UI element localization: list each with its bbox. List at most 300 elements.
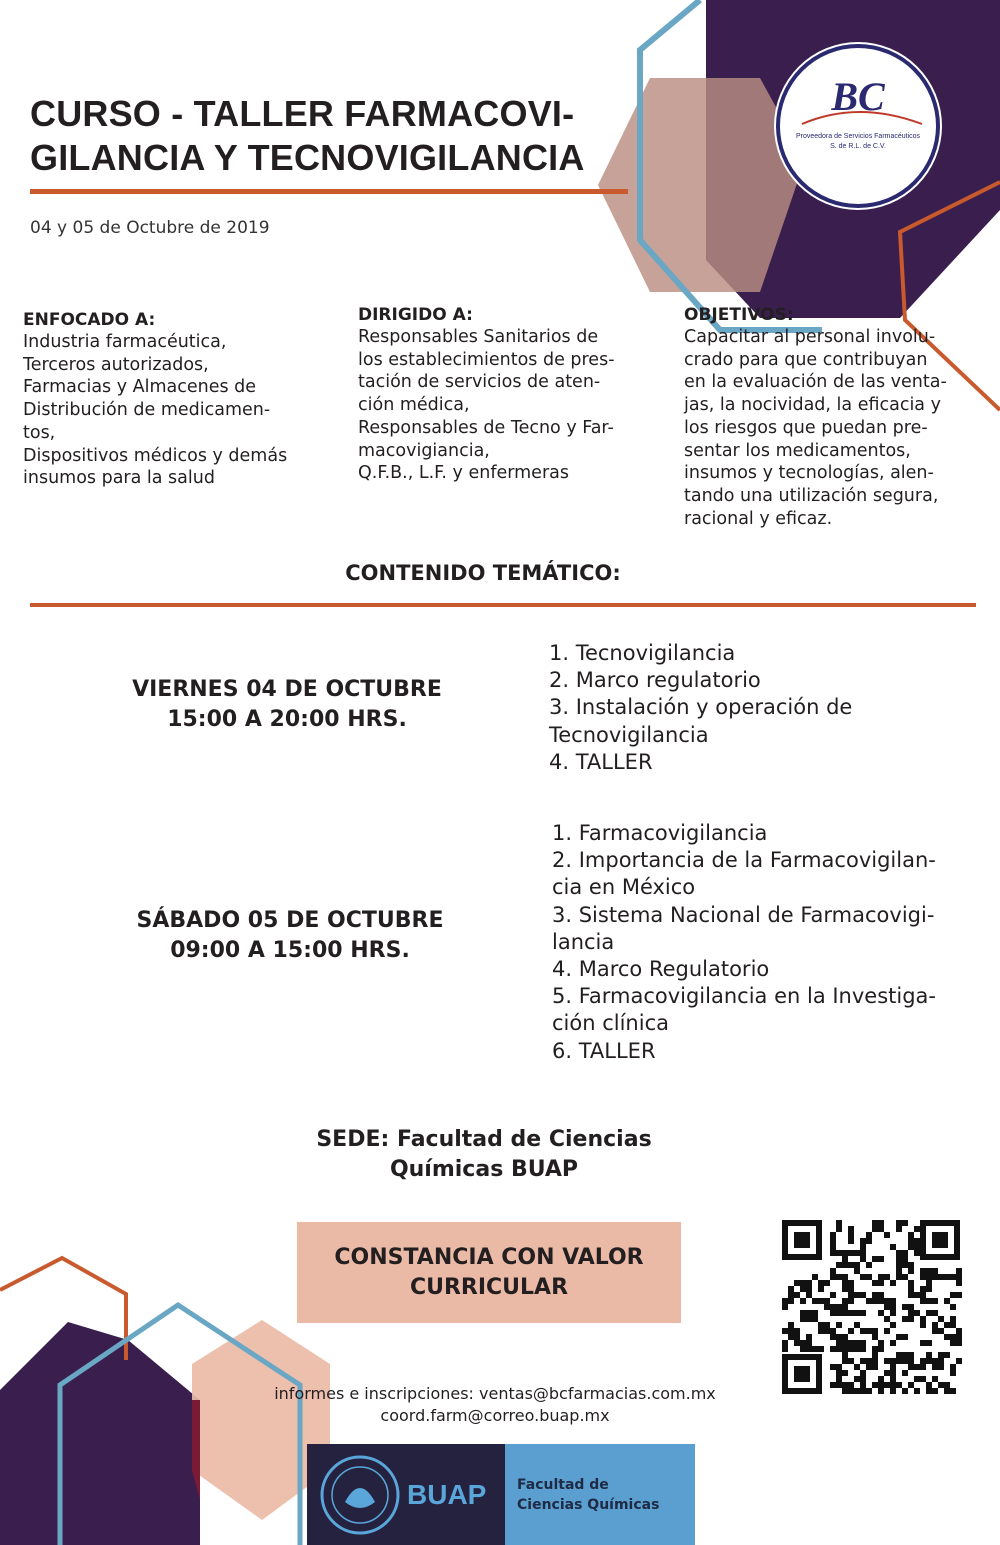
qr-module — [836, 1346, 842, 1352]
qr-module — [812, 1310, 818, 1316]
qr-module — [848, 1346, 854, 1352]
qr-module — [920, 1364, 926, 1370]
contact-line-1[interactable]: informes e inscripciones: ventas@bcfarmacias.com.mx — [274, 1384, 716, 1403]
qr-module — [860, 1382, 866, 1388]
qr-module — [788, 1328, 794, 1334]
qr-module — [812, 1298, 818, 1304]
qr-module — [890, 1298, 896, 1304]
qr-module — [938, 1364, 944, 1370]
qr-module — [932, 1298, 938, 1304]
qr-module — [860, 1256, 866, 1262]
qr-module — [842, 1280, 848, 1286]
qr-module — [932, 1388, 938, 1394]
qr-module — [908, 1292, 914, 1298]
svg-text:S. de R.L. de C.V.: S. de R.L. de C.V. — [830, 143, 886, 150]
qr-module — [860, 1376, 866, 1382]
qr-module — [878, 1256, 884, 1262]
qr-module — [896, 1274, 902, 1280]
qr-module — [932, 1364, 938, 1370]
qr-module — [944, 1382, 950, 1388]
qr-module — [842, 1304, 848, 1310]
qr-module — [782, 1304, 788, 1310]
list-item: 6. TALLER — [552, 1038, 656, 1063]
list-item: 4. Marco Regulatorio — [552, 957, 770, 982]
title-line-1: CURSO - TALLER FARMACOVI- — [30, 93, 575, 134]
qr-module — [956, 1334, 962, 1340]
qr-module — [860, 1346, 866, 1352]
qr-module — [848, 1238, 854, 1244]
venue-line-2: Químicas BUAP — [389, 1157, 579, 1182]
qr-module — [842, 1310, 848, 1316]
qr-module — [854, 1262, 860, 1268]
qr-module — [950, 1364, 956, 1370]
qr-module — [872, 1358, 878, 1364]
venue-line-1: SEDE: Facultad de Ciencias — [316, 1127, 652, 1152]
qr-module — [956, 1328, 962, 1334]
qr-module — [884, 1382, 890, 1388]
page-title — [30, 92, 670, 180]
qr-module — [800, 1286, 806, 1292]
qr-module — [908, 1268, 914, 1274]
buap-brand — [307, 1444, 505, 1545]
qr-module — [794, 1280, 800, 1286]
qr-module — [800, 1340, 806, 1346]
qr-module — [830, 1304, 836, 1310]
qr-module — [896, 1256, 902, 1262]
qr-module — [836, 1382, 842, 1388]
qr-module — [932, 1376, 938, 1382]
qr-module — [836, 1334, 842, 1340]
qr-module — [842, 1334, 848, 1340]
qr-module — [860, 1292, 866, 1298]
qr-module — [866, 1238, 872, 1244]
qr-module — [824, 1280, 830, 1286]
qr-module — [890, 1376, 896, 1382]
footer-banner — [307, 1444, 695, 1545]
qr-module — [890, 1322, 896, 1328]
qr-module — [836, 1220, 842, 1226]
qr-module — [950, 1322, 956, 1328]
friday-day: VIERNES 04 DE OCTUBRE — [132, 677, 442, 702]
qr-module — [902, 1220, 908, 1226]
qr-module — [896, 1268, 902, 1274]
qr-module — [950, 1274, 956, 1280]
qr-module — [902, 1262, 908, 1268]
qr-module — [830, 1346, 836, 1352]
qr-module — [782, 1298, 788, 1304]
qr-module — [860, 1370, 866, 1376]
qr-module — [902, 1274, 908, 1280]
qr-module — [866, 1364, 872, 1370]
qr-module — [950, 1388, 956, 1394]
qr-module — [890, 1370, 896, 1376]
qr-module — [842, 1382, 848, 1388]
certificate-line-2: CURRICULAR — [409, 1274, 569, 1300]
qr-module — [866, 1262, 872, 1268]
qr-module — [878, 1292, 884, 1298]
certificate-line-1: CONSTANCIA CON VALOR — [334, 1244, 644, 1270]
qr-module — [926, 1358, 932, 1364]
qr-module — [848, 1292, 854, 1298]
qr-module — [926, 1298, 932, 1304]
contact-line-2[interactable]: coord.farm@correo.buap.mx — [380, 1406, 610, 1425]
qr-module — [818, 1328, 824, 1334]
qr-module — [818, 1298, 824, 1304]
qr-module — [926, 1280, 932, 1286]
qr-module — [842, 1388, 848, 1394]
qr-module — [896, 1250, 902, 1256]
qr-module — [830, 1364, 836, 1370]
qr-module — [860, 1388, 866, 1394]
qr-module — [896, 1226, 902, 1232]
bc-logo — [772, 40, 944, 212]
qr-module — [854, 1364, 860, 1370]
qr-module — [950, 1304, 956, 1310]
qr-module — [944, 1322, 950, 1328]
qr-module — [938, 1358, 944, 1364]
qr-module — [788, 1292, 794, 1298]
qr-module — [896, 1352, 902, 1358]
qr-module — [920, 1340, 926, 1346]
qr-module — [872, 1328, 878, 1334]
qr-module — [908, 1286, 914, 1292]
qr-module — [866, 1358, 872, 1364]
qr-module — [902, 1352, 908, 1358]
qr-module — [908, 1316, 914, 1322]
qr-module — [890, 1364, 896, 1370]
qr-module — [842, 1262, 848, 1268]
list-item: 2. Importancia de la Farmacovigilan- cia en México — [552, 848, 936, 900]
qr-module — [872, 1382, 878, 1388]
list-item: 3. Sistema Nacional de Farmacovigi- lancia — [552, 902, 935, 954]
qr-module — [878, 1310, 884, 1316]
course-date: 04 y 05 de Octubre de 2019 — [30, 218, 270, 238]
qr-module — [920, 1274, 926, 1280]
qr-module — [806, 1316, 812, 1322]
saturday-hours: 09:00 A 15:00 HRS. — [170, 938, 410, 963]
qr-module — [818, 1286, 824, 1292]
title-line-2: GILANCIA Y TECNOVIGILANCIA — [30, 137, 585, 178]
qr-module — [842, 1358, 848, 1364]
qr-module — [842, 1346, 848, 1352]
qr-module — [950, 1340, 956, 1346]
qr-module — [920, 1322, 926, 1328]
qr-module — [836, 1364, 842, 1370]
qr-module — [812, 1316, 818, 1322]
qr-module — [908, 1244, 914, 1250]
content-title: CONTENIDO TEMÁTICO: — [345, 561, 621, 585]
qr-module — [884, 1358, 890, 1364]
qr-module — [800, 1310, 806, 1316]
qr-module — [914, 1250, 920, 1256]
qr-module — [914, 1310, 920, 1316]
qr-module — [878, 1298, 884, 1304]
qr-module — [794, 1292, 800, 1298]
qr-module — [866, 1274, 872, 1280]
qr-module — [860, 1238, 866, 1244]
qr-module — [878, 1226, 884, 1232]
qr-module — [848, 1262, 854, 1268]
qr-module — [956, 1280, 962, 1286]
qr-module — [908, 1352, 914, 1358]
qr-module — [806, 1280, 812, 1286]
qr-module — [902, 1358, 908, 1364]
qr-module — [854, 1376, 860, 1382]
qr-module — [932, 1322, 938, 1328]
qr-module — [854, 1340, 860, 1346]
qr-module — [896, 1262, 902, 1268]
qr-module — [818, 1322, 824, 1328]
qr-module — [806, 1286, 812, 1292]
friday-schedule — [77, 675, 497, 735]
qr-module — [890, 1310, 896, 1316]
qr-module — [872, 1352, 878, 1358]
focused-on-column — [23, 309, 323, 490]
qr-module — [788, 1286, 794, 1292]
qr-module — [878, 1382, 884, 1388]
saturday-topics — [552, 820, 982, 1065]
friday-hours: 15:00 A 20:00 HRS. — [167, 707, 407, 732]
qr-module — [956, 1268, 962, 1274]
qr-module — [830, 1244, 836, 1250]
qr-module — [878, 1346, 884, 1352]
qr-module — [806, 1340, 812, 1346]
qr-module — [800, 1280, 806, 1286]
qr-module — [890, 1358, 896, 1364]
qr-module — [914, 1292, 920, 1298]
qr-module — [908, 1358, 914, 1364]
contact-info — [240, 1383, 750, 1427]
qr-module — [854, 1292, 860, 1298]
qr-module — [896, 1220, 902, 1226]
qr-module — [938, 1328, 944, 1334]
qr-module — [932, 1310, 938, 1316]
qr-module — [950, 1334, 956, 1340]
qr-module — [902, 1334, 908, 1340]
qr-module — [878, 1220, 884, 1226]
qr-module — [866, 1298, 872, 1304]
qr-module — [848, 1232, 854, 1238]
qr-module — [782, 1328, 788, 1334]
qr-module — [878, 1376, 884, 1382]
qr-module — [860, 1250, 866, 1256]
qr-module — [902, 1256, 908, 1262]
qr-module — [872, 1256, 878, 1262]
faculty-label — [505, 1444, 695, 1545]
qr-module — [908, 1238, 914, 1244]
qr-module — [848, 1226, 854, 1232]
list-item: 1. Farmacovigilancia — [552, 821, 768, 845]
qr-module — [884, 1304, 890, 1310]
qr-module — [908, 1280, 914, 1286]
qr-module — [878, 1388, 884, 1394]
qr-module — [806, 1334, 812, 1340]
qr-module — [956, 1292, 962, 1298]
qr-module — [902, 1316, 908, 1322]
qr-code[interactable] — [780, 1218, 962, 1396]
svg-text:BC: BC — [831, 74, 885, 119]
qr-module — [800, 1316, 806, 1322]
qr-module — [926, 1310, 932, 1316]
qr-module — [884, 1274, 890, 1280]
directed-to-heading: DIRIGIDO A: — [358, 305, 473, 325]
qr-module — [860, 1340, 866, 1346]
qr-module — [908, 1382, 914, 1388]
qr-module — [884, 1370, 890, 1376]
qr-module — [884, 1316, 890, 1322]
qr-module — [950, 1292, 956, 1298]
qr-module — [872, 1220, 878, 1226]
qr-module — [830, 1274, 836, 1280]
qr-module — [920, 1316, 926, 1322]
directed-to-body: Responsables Sanitarios de los establecimientos de pres- tación de servicios de aten- ción médica, Responsables de Tecno y Far- macovigiancia, Q.F.B., L.F. y enfermeras — [358, 327, 615, 484]
qr-module — [860, 1328, 866, 1334]
qr-module — [920, 1286, 926, 1292]
qr-module — [872, 1334, 878, 1340]
qr-module — [830, 1268, 836, 1274]
qr-module — [842, 1256, 848, 1262]
qr-module — [938, 1382, 944, 1388]
saturday-day: SÁBADO 05 DE OCTUBRE — [136, 908, 444, 933]
qr-module — [830, 1250, 836, 1256]
qr-module — [938, 1316, 944, 1322]
qr-module — [890, 1388, 896, 1394]
qr-module — [854, 1346, 860, 1352]
saturday-schedule — [80, 906, 500, 966]
qr-module — [944, 1298, 950, 1304]
qr-module — [902, 1370, 908, 1376]
qr-module — [944, 1388, 950, 1394]
buap-seal-icon — [319, 1454, 401, 1536]
qr-module — [920, 1376, 926, 1382]
qr-module — [782, 1340, 788, 1346]
qr-module — [956, 1340, 962, 1346]
qr-module — [830, 1334, 836, 1340]
qr-module — [908, 1310, 914, 1316]
qr-module — [836, 1304, 842, 1310]
qr-module — [860, 1358, 866, 1364]
qr-module — [872, 1292, 878, 1298]
qr-module — [806, 1292, 812, 1298]
qr-module — [842, 1298, 848, 1304]
qr-module — [794, 1334, 800, 1340]
qr-module — [950, 1370, 956, 1376]
qr-module — [866, 1232, 872, 1238]
qr-module — [794, 1340, 800, 1346]
qr-module — [848, 1340, 854, 1346]
qr-module — [836, 1310, 842, 1316]
qr-module — [884, 1232, 890, 1238]
focused-on-heading: ENFOCADO A: — [23, 310, 156, 330]
qr-module — [848, 1328, 854, 1334]
qr-module — [848, 1280, 854, 1286]
qr-module — [914, 1238, 920, 1244]
qr-module — [950, 1316, 956, 1322]
qr-module — [926, 1286, 932, 1292]
qr-module — [914, 1388, 920, 1394]
qr-module — [836, 1370, 842, 1376]
qr-module — [806, 1310, 812, 1316]
qr-module — [932, 1328, 938, 1334]
qr-module — [926, 1340, 932, 1346]
qr-module — [932, 1358, 938, 1364]
qr-module — [842, 1352, 848, 1358]
qr-module — [902, 1304, 908, 1310]
faculty-line-1: Facultad de — [517, 1476, 609, 1493]
svg-text:Proveedora de Servicios Farmac: Proveedora de Servicios Farmacéuticos — [795, 133, 921, 140]
qr-module — [824, 1322, 830, 1328]
qr-module — [854, 1310, 860, 1316]
qr-module — [830, 1310, 836, 1316]
qr-module — [836, 1376, 842, 1382]
focused-on-body: Industria farmacéutica, Terceros autorizados, Farmacias y Almacenes de Distribución de medicamen- tos, Dispositivos médicos y demás insumos para la salud — [23, 332, 288, 489]
qr-module — [956, 1358, 962, 1364]
qr-module — [842, 1274, 848, 1280]
qr-module — [872, 1346, 878, 1352]
qr-module — [938, 1352, 944, 1358]
qr-module — [836, 1340, 842, 1346]
qr-module — [848, 1382, 854, 1388]
venue — [0, 1125, 968, 1185]
qr-module — [788, 1334, 794, 1340]
qr-module — [824, 1328, 830, 1334]
qr-module — [926, 1382, 932, 1388]
objectives-body: Capacitar al personal involu- crado para que contribuyan en la evaluación de las venta- jas, la nocividad, la eficacia y los riesgos que puedan pre- sentar los medicamentos, insumos y tecnologías, alen- tando una utilización segura, racional y eficaz. — [684, 327, 947, 529]
qr-module — [782, 1346, 788, 1352]
qr-module — [788, 1322, 794, 1328]
qr-module — [836, 1226, 842, 1232]
qr-module — [932, 1274, 938, 1280]
qr-module — [884, 1328, 890, 1334]
objectives-heading: OBJETIVOS: — [684, 305, 794, 325]
qr-module — [956, 1274, 962, 1280]
certificate-banner — [297, 1222, 681, 1323]
qr-module — [902, 1250, 908, 1256]
qr-module — [830, 1382, 836, 1388]
qr-module — [806, 1346, 812, 1352]
qr-module — [836, 1250, 842, 1256]
qr-module — [890, 1304, 896, 1310]
directed-to-column — [358, 304, 648, 485]
qr-module — [866, 1388, 872, 1394]
qr-module — [878, 1274, 884, 1280]
qr-module — [914, 1376, 920, 1382]
qr-module — [836, 1274, 842, 1280]
qr-module — [914, 1244, 920, 1250]
friday-topics — [549, 640, 979, 776]
qr-module — [872, 1364, 878, 1370]
qr-module — [926, 1268, 932, 1274]
qr-module — [860, 1244, 866, 1250]
qr-module — [908, 1262, 914, 1268]
qr-module — [890, 1244, 896, 1250]
qr-module — [848, 1358, 854, 1364]
qr-module — [848, 1388, 854, 1394]
qr-module — [920, 1292, 926, 1298]
qr-module — [920, 1268, 926, 1274]
qr-module — [818, 1280, 824, 1286]
qr-module — [860, 1274, 866, 1280]
qr-module — [830, 1238, 836, 1244]
qr-module — [914, 1364, 920, 1370]
qr-module — [884, 1298, 890, 1304]
qr-module — [788, 1298, 794, 1304]
qr-module — [848, 1298, 854, 1304]
qr-module — [872, 1226, 878, 1232]
qr-module — [800, 1346, 806, 1352]
qr-module — [800, 1298, 806, 1304]
qr-module — [830, 1232, 836, 1238]
